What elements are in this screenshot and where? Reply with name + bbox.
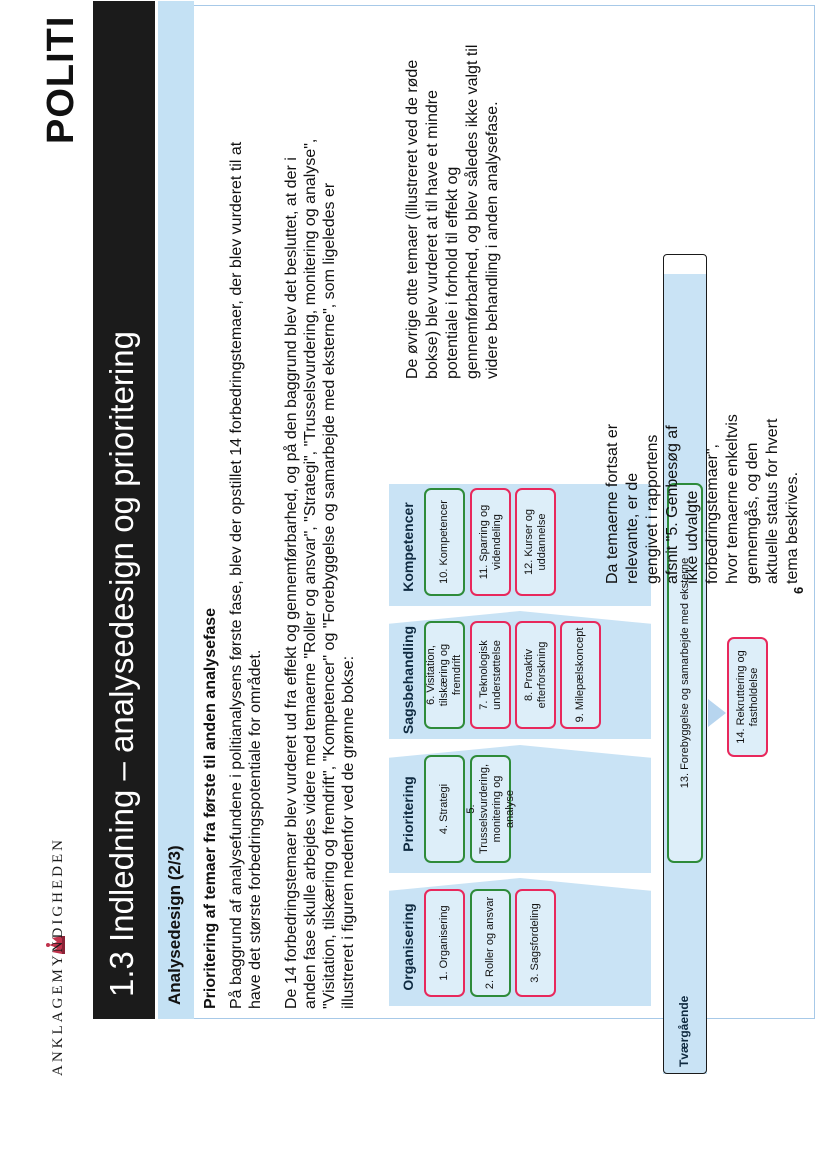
column-header-kompetencer: Kompetencer xyxy=(400,502,416,592)
theme-box-7: 7. Teknologisk understøttelse xyxy=(470,621,511,729)
theme-box-5: 5. Trusselsvurdering, monitering og analyse xyxy=(470,755,511,863)
subtitle-bar xyxy=(158,1,194,1019)
selection-paragraph: De 14 forbedringstemaer blev vurderet ud fra effekt og gennemførbarhed, og på den baggrund blev det besluttet, at der i anden fase skulle arbejdes videre med temaerne "Roller og ansvar", "Strategi", "Trusselsvurdering, monitering og analyse", "Visitation, tilskæring og fremdrift", "Kompetencer" og "Forebyggelse og samarbejde med eksterne", som ligeledes er illustreret i figuren nedenfor ved de grønne bokse: xyxy=(283,138,357,1009)
down-arrow-icon xyxy=(708,699,726,727)
brand-anklagemyndigheden: ANKLAGEMYNDIGHEDEN xyxy=(50,837,66,1076)
theme-box-11: 11. Sparring og videndeling xyxy=(470,488,511,596)
intro-paragraph: På baggrund af analysefundene i politianalysens første fase, blev der opstillet 14 forbedringstemaer, der blev vurderet til at have det største forbedringspotentiale for området. xyxy=(228,141,264,1009)
page-title: 1.3 Indledning – analysedesign og prioritering xyxy=(103,331,140,997)
cross-theme-label: Tværgående xyxy=(677,995,691,1067)
column-header-prioritering: Prioritering xyxy=(400,776,416,852)
title-bar xyxy=(93,1,155,1019)
side-text-red-themes: De øvrige otte temaer (illustreret ved de røde bokse) blev vurderet at til have et mindre potentiale i forhold til effekt og gennemførbarhed, og blev således ikke valgt til videre behandling i anden analysefase. xyxy=(404,44,501,379)
theme-box-12: 12. Kurser og uddannelse xyxy=(515,488,556,596)
brand-politi: POLITI xyxy=(40,15,82,144)
page-number: 6 xyxy=(791,586,806,594)
theme-box-6: 6. Visitation, tilskæring og fremdrift xyxy=(424,621,465,729)
column-header-organisering: Organisering xyxy=(400,903,416,991)
theme-box-9: 9. Milepælskoncept xyxy=(560,621,601,729)
column-header-sagsbehandling: Sagsbehandling xyxy=(400,625,416,735)
theme-box-1: 1. Organisering xyxy=(424,889,465,997)
theme-box-4: 4. Strategi xyxy=(424,755,465,863)
theme-box-10: 10. Kompetencer xyxy=(424,488,465,596)
theme-box-3: 3. Sagsfordeling xyxy=(515,889,556,997)
side-text-relevance: Da temaerne fortsat er relevante, er de gengivet i rapportens afsnit "5. Genbesøg af ikke udvalgte forbedringstemaer", hvor temaerne enkeltvis gennemgås, og den aktuelle status for hvert tema beskrives. xyxy=(604,414,801,584)
section-heading: Prioritering af temaer fra første til anden analysefase xyxy=(202,607,219,1009)
page-subtitle: Analysedesign (2/3) xyxy=(165,845,184,1005)
theme-box-13: 13. Forebyggelse og samarbejde med eksterne xyxy=(667,483,703,863)
theme-box-14: 14. Rekruttering og fastholdelse xyxy=(727,637,768,757)
theme-box-2: 2. Roller og ansvar xyxy=(470,889,511,997)
theme-box-8: 8. Proaktiv efterforskning xyxy=(515,621,556,729)
